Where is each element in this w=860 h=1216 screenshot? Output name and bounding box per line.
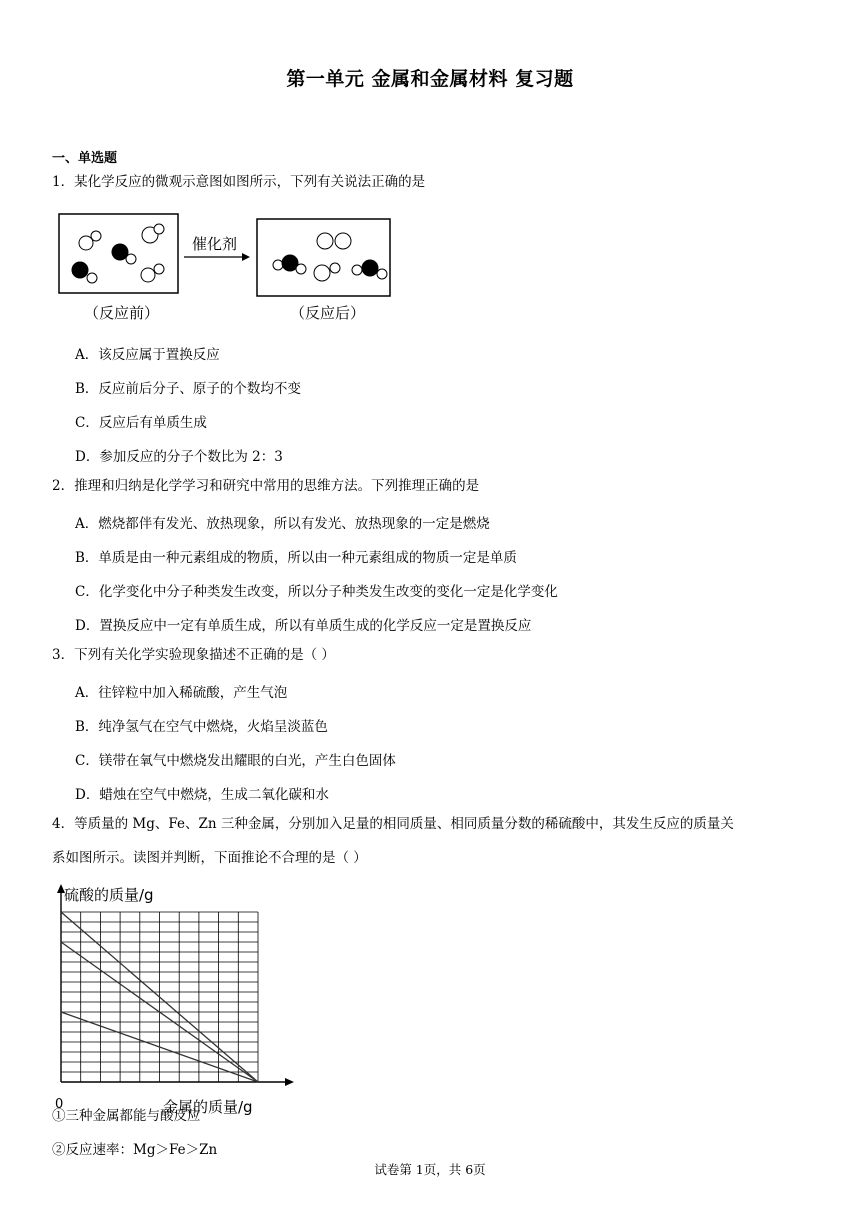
question-1-option-a: A．该反应属于置换反应 [75,347,220,363]
question-3-option-a: A．往锌粒中加入稀硫酸，产生气泡 [75,685,288,701]
question-1-stem: 1．某化学反应的微观示意图如图所示，下列有关说法正确的是 [52,174,426,190]
atom-white [273,260,283,270]
question-1-option-d: D．参加反应的分子个数比为 2：3 [75,449,283,465]
origin-label: 0 [55,1097,64,1112]
atom-white [154,264,164,274]
question-1-option-b: B．反应前后分子、原子的个数均不变 [75,381,301,397]
atom-white [314,265,330,281]
question-2-stem: 2．推理和归纳是化学学习和研究中常用的思维方法。下列推理正确的是 [52,478,480,494]
catalyst-label: 催化剂 [192,235,238,253]
question-3-option-b: B．纯净氢气在空气中燃烧，火焰呈淡蓝色 [75,719,328,735]
atom-white [335,233,351,249]
question-2-option-a: A．燃烧都伴有发光、放热现象，所以有发光、放热现象的一定是燃烧 [75,516,490,532]
reaction-diagram [58,212,398,331]
question-4-stem-line1: 4．等质量的 Mg、Fe、Zn 三种金属，分别加入足量的相同质量、相同质量分数的稀硫酸中，其发生反应的质量关 [52,816,734,832]
atom-white [154,224,164,234]
question-1-option-c: C．反应后有单质生成 [75,415,207,431]
question-3-option-d: D．蜡烛在空气中燃烧，生成二氧化碳和水 [75,787,329,803]
atom-white [330,263,340,273]
arrow-head [242,253,250,261]
after-label: （反应后） [290,304,366,322]
atom-white [296,264,306,274]
y-axis-label: 硫酸的质量/g [64,886,154,904]
x-axis-label: 金属的质量/g [163,1098,253,1116]
question-3-stem: 3．下列有关化学实验现象描述不正确的是（ ） [52,647,335,663]
question-3-option-c: C．镁带在氧气中燃烧发出耀眼的白光，产生白色固体 [75,753,396,769]
atom-white [87,273,97,283]
atom-white [352,265,362,275]
question-4-stem-line2: 系如图所示。读图并判断，下面推论不合理的是（ ） [52,850,367,866]
atom-white [126,254,136,264]
atom-black [362,260,378,276]
question-2-option-c: C．化学变化中分子种类发生改变，所以分子种类发生改变的变化一定是化学变化 [75,584,558,600]
atom-black [112,244,128,260]
after-box [257,219,390,296]
section-heading: 一、单选题 [52,151,118,166]
question-2-option-b: B．单质是由一种元素组成的物质，所以由一种元素组成的物质一定是单质 [75,550,517,566]
before-label: （反应前） [84,304,160,322]
question-4-statement-1: ①三种金属都能与酸反应 [52,1108,201,1124]
question-2-option-d: D．置换反应中一定有单质生成，所以有单质生成的化学反应一定是置换反应 [75,618,532,634]
atom-black [72,262,88,278]
atom-white [377,269,387,279]
atom-white [79,236,93,250]
x-axis-arrow [285,1078,294,1086]
atom-white [317,233,333,249]
page-title: 第一单元 金属和金属材料 复习题 [286,68,574,90]
atom-white [91,231,101,241]
question-4-statement-2: ②反应速率：Mg＞Fe＞Zn [52,1142,218,1158]
page-footer: 试卷第 1页，共 6页 [374,1162,486,1177]
atom-white [141,268,155,282]
